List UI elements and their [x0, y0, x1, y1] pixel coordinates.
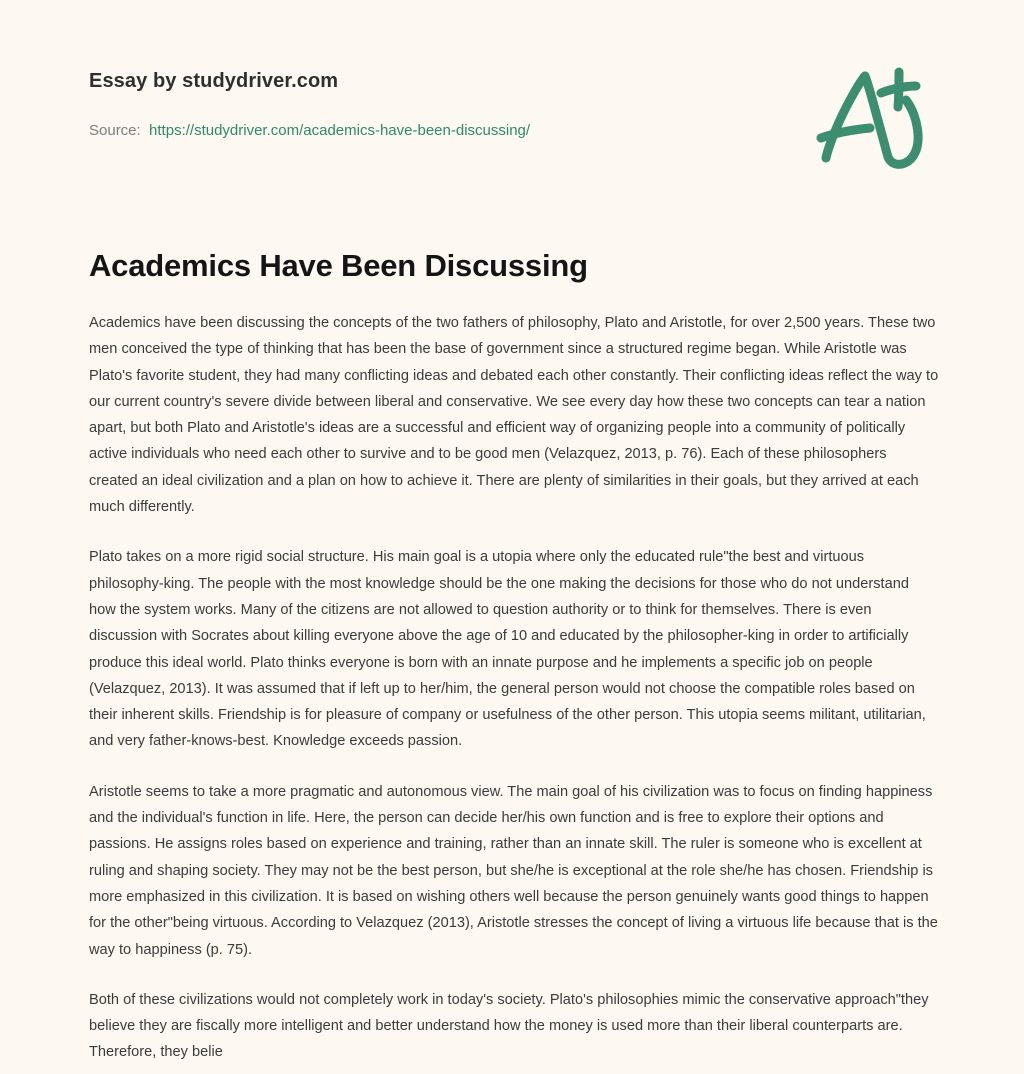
source-label: Source:: [89, 122, 141, 139]
source-line: [89, 122, 530, 139]
a-plus-logo-icon: [806, 62, 946, 172]
essay-paragraphs: [89, 310, 939, 1066]
page-bottom-clip: [0, 1064, 1024, 1074]
essay-paragraph-truncated: Both of these civilizations would not completely work in today's society. Plato's philosophies mimic the conservative approach"they believe they are fiscally more intelligent and better understand how the money is used more than their liberal counterparts are. Therefore, they belie: [89, 991, 929, 1061]
studydriver-logo[interactable]: [806, 62, 946, 172]
essay-byline: Essay by studydriver.com: [89, 70, 339, 92]
document-header: [0, 0, 1024, 200]
essay-paragraph: Academics have been discussing the concepts of the two fathers of philosophy, Plato and Aristotle, for over 2,500 years. These two men conceived the type of thinking that has been the base of government since a structured regime began. While Aristotle was Plato's favorite student, they had many conflicting ideas and debated each other constantly. Their conflicting ideas reflect the way to our current country's severe divide between liberal and conservative. We see every day how these two concepts can tear a nation apart, but both Plato and Aristotle's ideas are a successful and efficient way of organizing people into a community of politically active individuals who need each other to survive and to be good men (Velazquez, 2013, p. 76). Each of these philosophers created an ideal civilization and a plan on how to achieve it. There are plenty of similarities in their goals, but they arrived at each much differently.: [89, 315, 939, 516]
essay-content: [89, 246, 939, 1066]
essay-paragraph: Aristotle seems to take a more pragmatic and autonomous view. The main goal of his civilization was to focus on finding happiness and the individual's function in life. Here, the person can decide her/his own function and is free to explore their options and passions. He assigns roles based on experience and training, rather than an innate skill. The ruler is someone who is excellent at ruling and shaping society. They may not be the best person, but she/he is exceptional at the role she/he has chosen. Friendship is more emphasized in this civilization. It is based on wishing others well because the person genuinely wants good things to happen for the other"being virtuous. According to Velazquez (2013), Aristotle stresses the concept of living a virtuous life because that is the way to happiness (p. 75).: [89, 783, 938, 958]
essay-paragraph: Plato takes on a more rigid social structure. His main goal is a utopia where only the educated rule"the best and virtuous philosophy-king. The people with the most knowledge should be the one making the decisions for those who do not understand how the system works. Many of the citizens are not allowed to question authority or to think for themselves. There is even discussion with Socrates about killing everyone above the age of 10 and educated by the philosopher-king in order to artificially produce this ideal world. Plato thinks everyone is born with an innate purpose and he implements a specific job on people (Velazquez, 2013). It was assumed that if left up to her/him, the general person would not choose the compatible roles based on their inherent skills. Friendship is for pleasure of company or usefulness of the other person. This utopia seems militant, utilitarian, and very father-knows-best. Knowledge exceeds passion.: [89, 549, 926, 750]
page-title: Academics Have Been Discussing: [89, 248, 588, 283]
source-url-link[interactable]: https://studydriver.com/academics-have-been-discussing/: [149, 122, 531, 139]
